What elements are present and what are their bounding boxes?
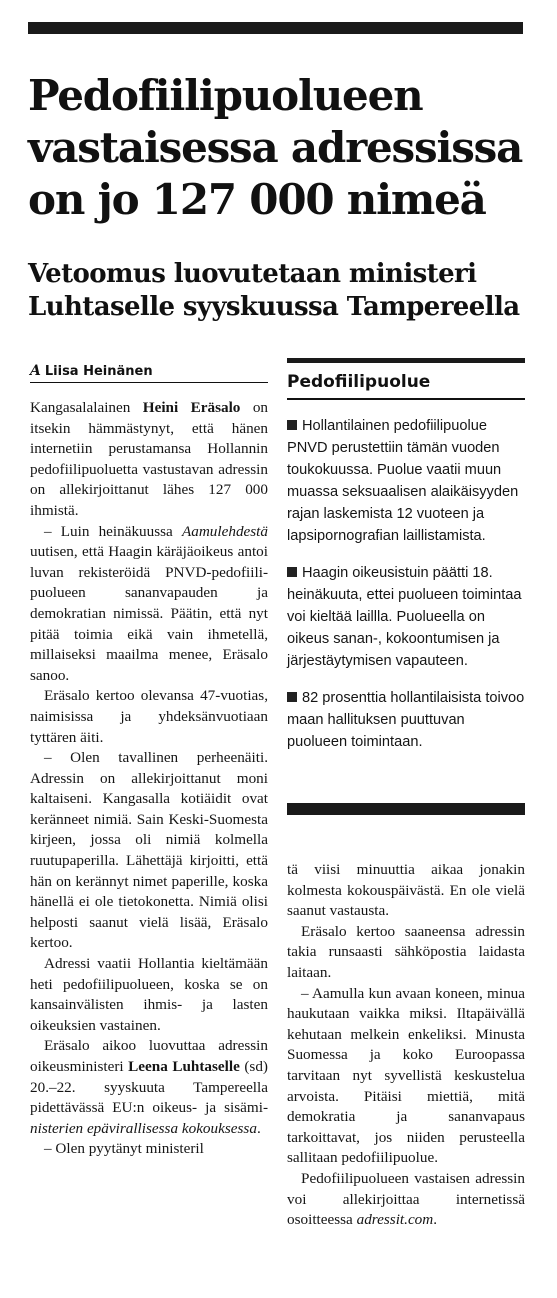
fact-box-bottom-rule: [287, 803, 525, 815]
paragraph: Eräsalo kertoo saaneensa adressin takia runsaasti sähköpostia laidasta laitaan.: [287, 922, 525, 981]
paragraph: – Olen tavallinen perheenäiti. Adressin on allekirjoittanut moni kaltaiseni. Kangasalla kotiäidit ovat keränneet nimiä. Sain Keski-Suomesta kirjeen, jossa oli nimiä kolmella ruutupaperilla. Lähettäjä kirjoitti, että hän on kerännyt nimet paperille, koska hänellä ei ole tietokonetta. Nimiä olisi helposti saanut vielä lisää, Eräsalo kertoo.: [30, 749, 268, 952]
paragraph: Eräsalo aikoo luovuttaa adressin oikeusministeri Leena Luhtaselle (sd) 20.–22. syyskuuta Tampereella pidettävässä EU:n oikeus- ja sisäministerien epävirallisessa kokouksessa.: [30, 1037, 268, 1137]
fact-box: [287, 358, 525, 753]
web-address: adressit.com: [356, 1211, 434, 1229]
newspaper-logo-icon: A: [30, 363, 41, 379]
top-rule: [28, 22, 523, 34]
paragraph: – Aamulla kun avaan koneen, minua haukutaan vaikka miksi. Iltapäivällä kehutaan melkein enkeliksi. Minusta Suomessa ja koko Euroopassa tarvitaan nyt syvellistä keskustelua arvoista. Pitäisi miettiä, mitä demokratia ja sananvapaus tarkoittavat, jos niiden perusteella sallitaan pedofiilipuolue.: [287, 984, 525, 1167]
person-name: Leena Luhtaselle: [128, 1058, 240, 1075]
paragraph: tä viisi minuuttia aikaa jonakin kolmesta kokouspäivästä. En ole vielä saanut vastausta.: [287, 861, 525, 920]
author-name: Liisa Heinänen: [44, 364, 153, 379]
article-column-2: [287, 860, 525, 1231]
headline: Pedofiilipuolueen vastaisessa adressissa on jo 127 000 nimeä: [28, 71, 523, 224]
paragraph: – Olen pyytänyt ministeril: [44, 1140, 204, 1158]
byline: [30, 362, 268, 383]
newspaper-name: Aamulehdestä: [181, 522, 268, 540]
article-column-1: [30, 398, 268, 1160]
fact-item: Haagin oikeusistuin päätti 18. heinäkuuta, ettei puolueen toimintaa voi kieltää laillla. Puolueella on oikeus sanan-, kokoontumisen ja järjestäytymisen vapauteen.: [287, 564, 522, 669]
paragraph: Kangasalalainen Heini Eräsalo on itsekin hämmästynyt, että hänen internetiin perustamansa Hollannin pedofiilipuoluetta vastustavan adressin on allekirjoittanut lähes 127 000 ihmistä.: [30, 399, 268, 519]
fact-item: 82 prosenttia hollantilaisista toivoo maan hallituksen puuttuvan puolueen toimintaan.: [287, 689, 525, 750]
paragraph: Adressi vaatii Hollantia kieltämään heti pedofiilipuolueen, koska se on kansainvälisten ihmis- ja lasten oikeuksien vastainen.: [30, 955, 268, 1034]
fact-box-title: Pedofiilipuolue: [287, 372, 431, 392]
fact-box-divider: [287, 398, 525, 400]
fact-box-top-rule: [287, 358, 525, 363]
subheadline: Vetoomus luovutetaan ministeri Luhtaselle syyskuussa Tampereella: [28, 259, 520, 322]
bullet-square-icon: [287, 420, 297, 430]
bullet-square-icon: [287, 567, 297, 577]
paragraph: – Luin heinäkuussa Aamulehdestä uutisen, että Haagin käräjäoikeus antoi luvan rekisteröidä PNVD-pedofiilipuolueen sananvapauden ja demokratian nimissä. Päätin, että nyt pitää toimia eikä vain ihmetellä, millaiseksi maailma menee, Eräsalo sanoo.: [30, 522, 268, 684]
bullet-square-icon: [287, 692, 297, 702]
paragraph: Pedofiilipuolueen vastaisen adressin voi allekirjoittaa internetissä osoitteessa adressit.com.: [287, 1169, 525, 1229]
fact-item: Hollantilainen pedofiilipuolue PNVD perustettiin tämän vuoden toukokuussa. Puolue vaatii muun muassa seksuaalisen alaikäisyyden rajan laskemista 12 vuoteen ja lapsipornografian laillistamista.: [287, 417, 519, 544]
person-name: Heini Eräsalo: [142, 399, 241, 416]
paragraph: Eräsalo kertoo olevansa 47-vuotias, naimisissa ja yhdeksänvuotiaan tyttären äiti.: [30, 687, 268, 746]
